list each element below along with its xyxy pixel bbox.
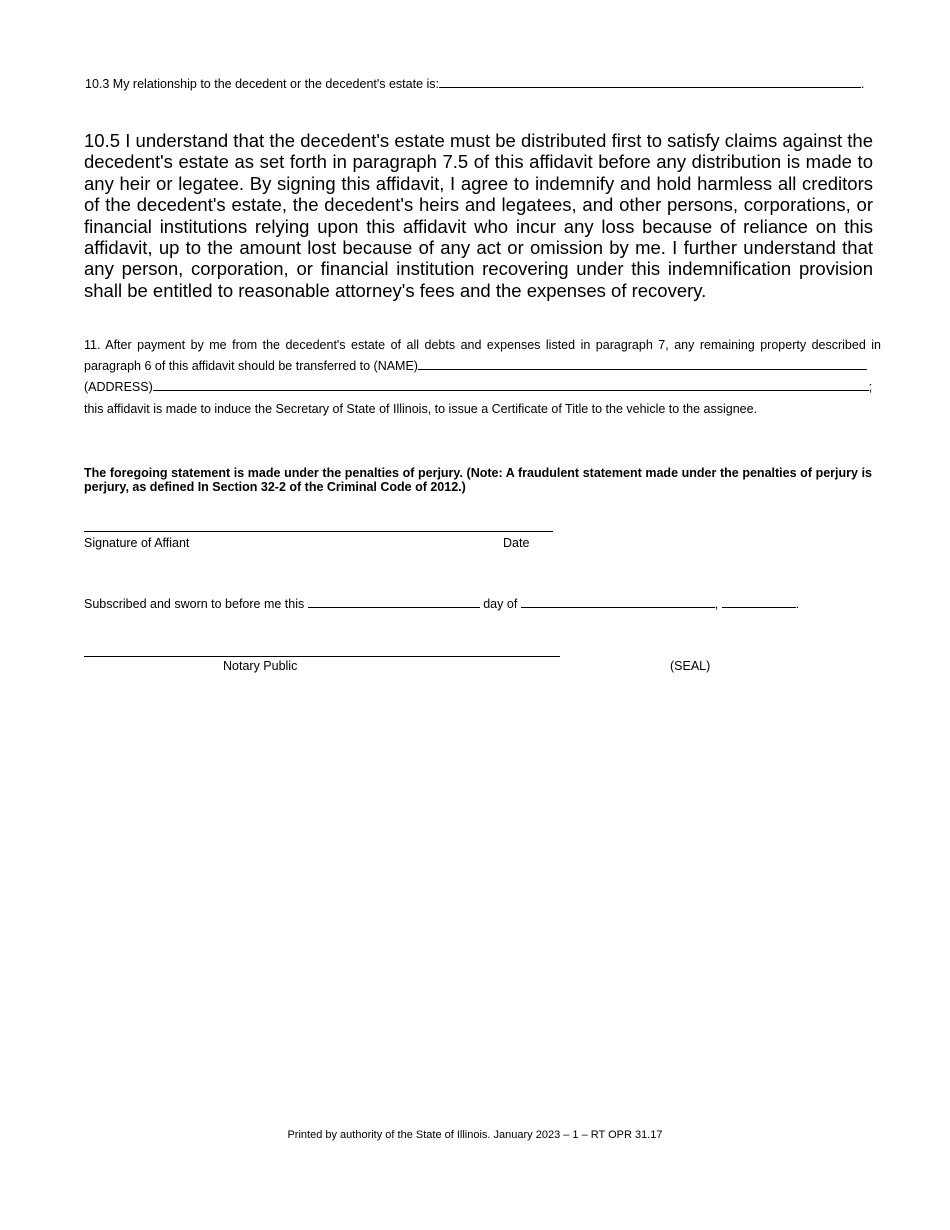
signature-label: Signature of Affiant — [84, 536, 190, 550]
transferee-address-label: (ADDRESS) — [84, 380, 153, 394]
month-comma: , — [714, 597, 719, 611]
year-end: . — [795, 597, 800, 611]
transferee-name-label: paragraph 6 of this affidavit should be transferred to (NAME) — [84, 359, 418, 373]
relationship-end: . — [861, 77, 865, 91]
signature-line[interactable] — [84, 531, 553, 532]
relationship-label: 10.3 My relationship to the decedent or the decedent's estate is: — [85, 77, 439, 91]
notary-signature-line[interactable] — [84, 656, 560, 657]
month-field[interactable] — [521, 597, 715, 608]
section-11-line-3 — [84, 380, 873, 395]
day-of-label: day of — [483, 597, 518, 611]
section-11-line-4: this affidavit is made to induce the Secretary of State of Illinois, to issue a Certificate of Title to the vehicle to the assignee. — [84, 402, 758, 416]
perjury-statement: The foregoing statement is made under the penalties of perjury. (Note: A fraudulent statement made under the penalties of perjury is perjury, as defined In Section 32-2 of the Criminal Code of 2012.) — [84, 466, 872, 494]
relationship-line — [85, 77, 870, 92]
address-end: ; — [868, 380, 873, 394]
notary-label: Notary Public — [223, 659, 298, 673]
relationship-field[interactable] — [439, 77, 861, 88]
section-11-line-1: 11. After payment by me from the decedent's estate of all debts and expenses listed in paragraph 7, any remaining property described in — [84, 338, 881, 352]
day-field[interactable] — [308, 597, 480, 608]
date-label: Date — [503, 536, 530, 550]
indemnification-paragraph: 10.5 I understand that the decedent's estate must be distributed first to satisfy claims against the decedent's estate as set forth in paragraph 7.5 of this affidavit before any distribution is made to any heir or legatee. By signing this affidavit, I agree to indemnify and hold harmless all creditors of the decedent's estate, the decedent's heirs and legatees, and other persons, corporations, or financial institutions relying upon this affidavit who incur any loss because of reliance on this affidavit, up to the amount lost because of any act or omission by me. I further understand that any person, corporation, or financial institution recovering under this indemnification provision shall be entitled to reasonable attorney's fees and the expenses of recovery. — [84, 130, 873, 301]
seal-label: (SEAL) — [670, 659, 711, 673]
transferee-name-field[interactable] — [418, 359, 867, 370]
section-11-line-2 — [84, 359, 881, 374]
subscribed-label: Subscribed and sworn to before me this — [84, 597, 305, 611]
footer: Printed by authority of the State of Illinois. January 2023 – 1 – RT OPR 31.17 — [287, 1129, 663, 1141]
transferee-address-field[interactable] — [153, 380, 869, 391]
year-field[interactable] — [722, 597, 796, 608]
subscribed-line — [84, 597, 799, 612]
